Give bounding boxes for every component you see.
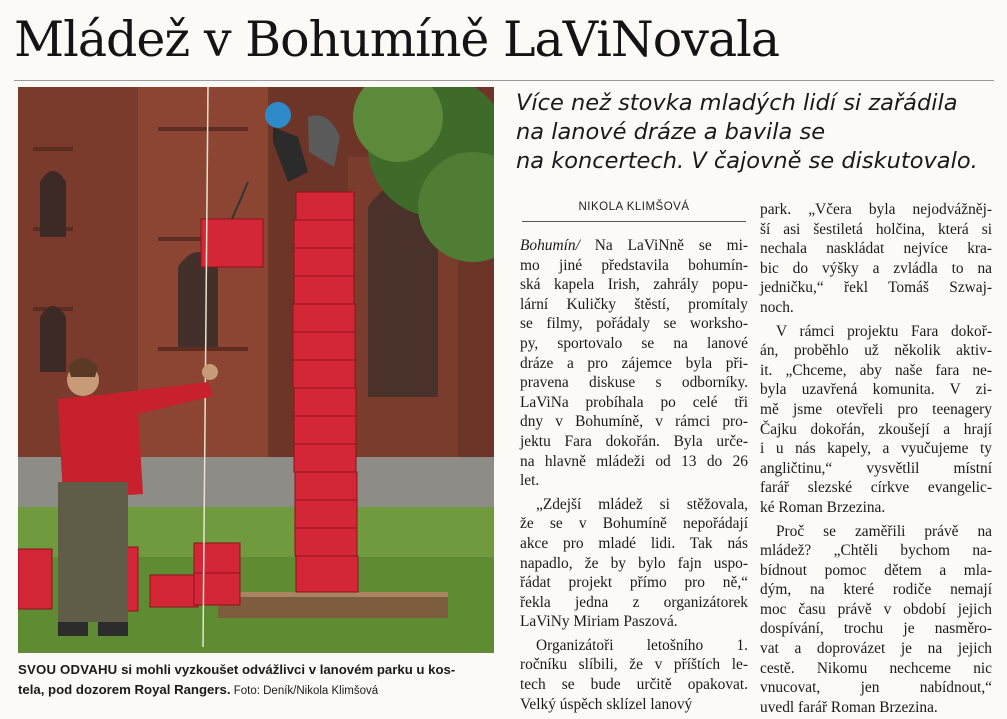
caption-line-1 (18, 660, 496, 680)
text-line: dospívání, trochu je nasměro- (760, 620, 992, 638)
text-line: vnucovat, jen nabídnout,“ (760, 679, 992, 697)
text-line: Velký úspěch sklízel lanový (520, 695, 693, 713)
article-photo (18, 87, 494, 653)
text-line: dým, na které rodiče nemají (760, 581, 992, 599)
text-line: ké Roman Brzezina. (760, 498, 886, 516)
text-line: LaViNa probíhala po celé tři (520, 393, 748, 411)
text-line: řekla jedna z organizátorek (520, 593, 748, 611)
text-line: nechala naskládat nejvíce kra- (760, 240, 992, 258)
text-line: angličtinu,“ vysvětlil místní (760, 459, 992, 477)
text-line: mě jsme otevřeli pro teenagery (760, 400, 992, 418)
text-line: moc času právě v období jejich (760, 600, 992, 618)
text-line: bídnout pomoc dětem a mla- (760, 561, 992, 579)
caption-text-1: si mohli vyzkoušet odvážlivci v lanovém parku u kos- (117, 662, 456, 677)
text-line: py, sportovalo se na lanové (520, 334, 748, 352)
text-line: „Zdejší mládež si stěžovala, (536, 495, 748, 513)
dateline-location: Bohumín/ (520, 237, 580, 254)
headline: Mládež v Bohumíně LaViNovala (14, 11, 780, 68)
text-line: V rámci projektu Fara dokoř- (776, 322, 992, 340)
caption-lead: SVOU ODVAHU (18, 662, 118, 677)
text-line: byla uzavřená komunita. V zi- (760, 381, 992, 399)
byline: NIKOLA KLIMŠOVÁ (578, 201, 690, 213)
text-line: lární Kuličky štěstí, promítaly (520, 295, 748, 313)
caption-text-2: tela, pod dozorem Royal Rangers. (18, 682, 231, 697)
text-line: ší asi šestiletá holčina, která si (760, 220, 992, 238)
deck-line: Více než stovka mladých lidí si zařádila (516, 90, 958, 116)
text-line: bic do výšky a zvládla to na (760, 259, 992, 277)
deck-line: na koncertech. V čajovně se diskutovalo. (516, 148, 978, 174)
text-line: ročníku slíbili, že v příštích le- (520, 656, 748, 674)
text-line: vat a doprovázet je na jejich (760, 640, 992, 658)
text-line: uvedl farář Roman Brzezina. (760, 698, 938, 716)
text-line: jedničku,“ řekl Tomáš Szwaj- (760, 279, 992, 297)
text-line: Proč se zaměřili právě na (776, 522, 992, 540)
photo-caption (18, 660, 496, 701)
photo-credit: Foto: Deník/Nikola Klimšová (230, 685, 379, 697)
text-line: že se v Bohumíně nepořádají (520, 515, 748, 533)
text-line: i u nás kapely, a vyučujeme ty (760, 440, 992, 458)
headline-rule (14, 80, 994, 81)
text-line: mládež? „Chtěli bychom na- (760, 542, 992, 560)
text-line: Organizátoři letošního 1. (536, 636, 748, 654)
article-deck (516, 89, 1000, 176)
text-line: noch. (760, 298, 794, 316)
text-line: pravena diskuse s odborníky. (520, 374, 748, 392)
text-line: LaViNy Miriam Paszová. (520, 613, 678, 631)
text-line: akce pro mladé lidi. Tak nás (520, 534, 748, 552)
text-line: tech se bude určitě opakovat. (520, 676, 748, 694)
text-line: řádat projekt přímo pro ně,“ (520, 574, 748, 592)
dateline-text: Na LaViNně se mi- (579, 237, 748, 254)
text-line: se filmy, pořádaly se worksho- (520, 315, 748, 333)
text-line: it. „Chceme, aby naše fara ne- (760, 361, 992, 379)
text-line: cestě. Nikomu nechceme nic (760, 659, 992, 677)
article-column-2 (760, 200, 992, 717)
text-line: án, proběhlo už několik aktiv- (760, 342, 992, 360)
text-line: napadlo, že by bylo fajn uspo- (520, 554, 748, 572)
text-line: park. „Včera byla nejodvážněj- (760, 201, 992, 218)
text-line: let. (520, 472, 540, 490)
text-line (520, 236, 748, 256)
text-line: mo jiné představila bohumín- (520, 256, 748, 274)
byline-rule (522, 221, 746, 222)
text-line: dny v Bohumíně, v rámci pro- (520, 413, 748, 431)
deck-line: na lanové dráze a bavila se (516, 119, 826, 145)
text-line: jektu Fara dokořán. Byla urče- (520, 432, 748, 450)
text-line: ská kapela Irish, zahrály popu- (520, 276, 748, 294)
caption-line-2 (18, 680, 496, 701)
article-column-1 (520, 236, 748, 714)
text-line: dráze a pro zájemce byla při- (520, 354, 748, 372)
text-line: na hlavně mládeži od 13 do 26 (520, 452, 748, 470)
text-line: Čajku dokořán, zkoušejí a hrají (760, 420, 992, 438)
text-line: farář slezské církve evangelic- (760, 479, 992, 497)
